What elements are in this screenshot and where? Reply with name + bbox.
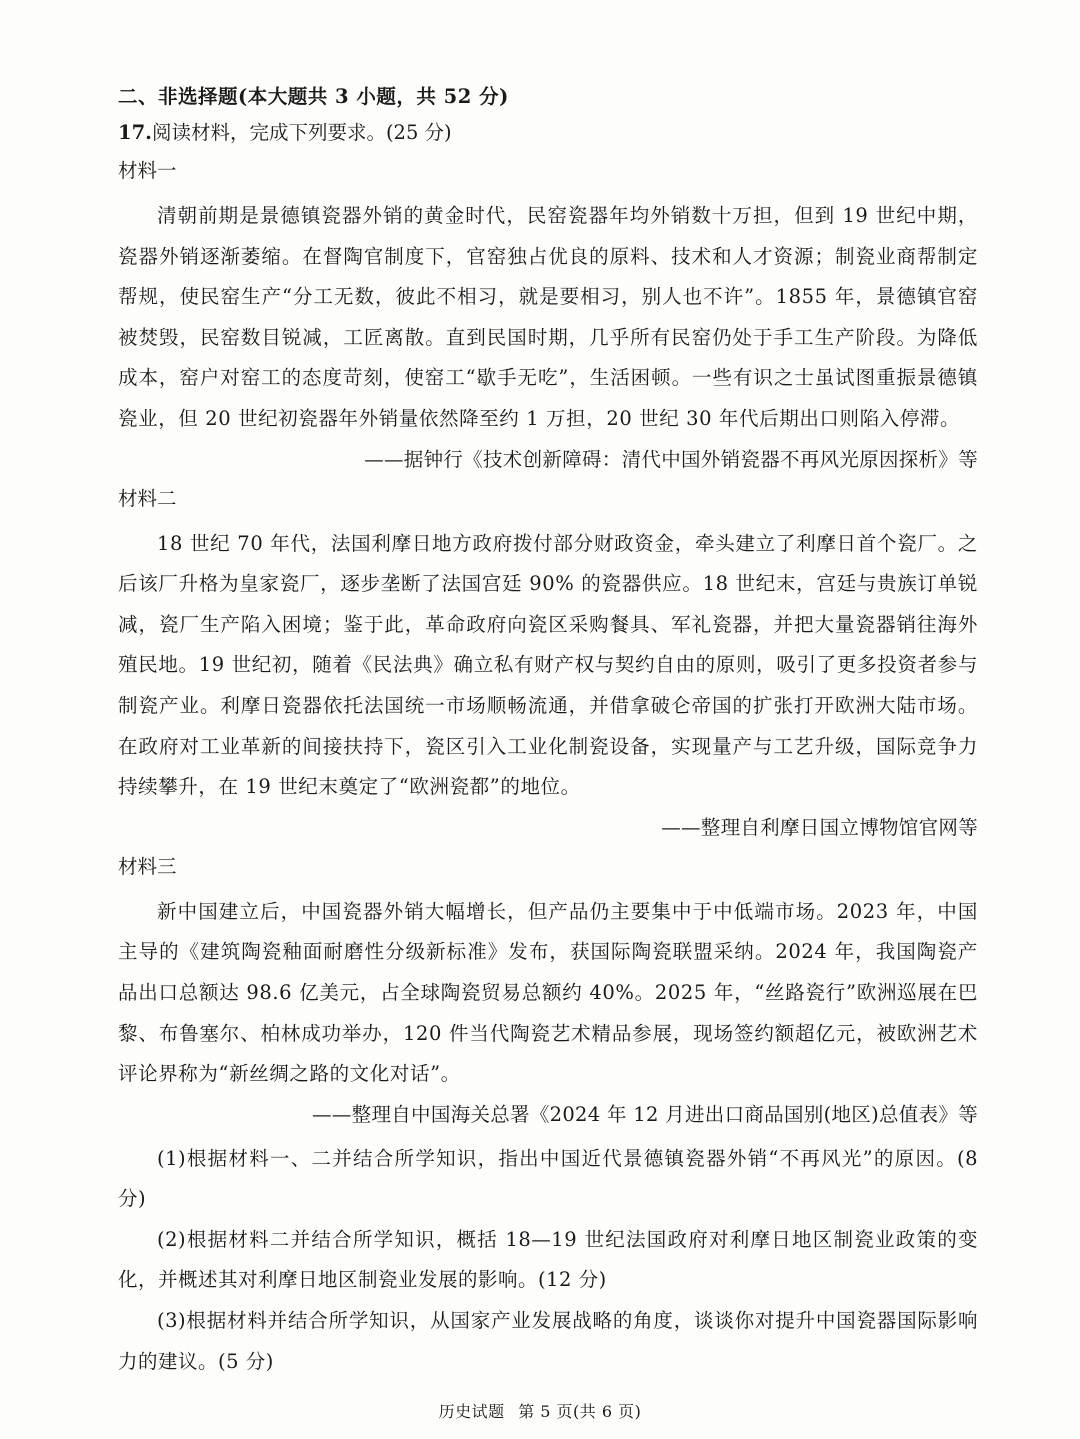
footer-page-number: 第 5 页(共 6 页) xyxy=(518,1402,642,1421)
sub-question-1: (1)根据材料一、二并结合所学知识，指出中国近代景德镇瓷器外销“不再风光”的原因。(8 分) xyxy=(118,1146,978,1211)
material-1-text: 清朝前期是景德镇瓷器外销的黄金时代，民窑瓷器年均外销数十万担，但到 19 世纪中期，瓷器外销逐渐萎缩。在督陶官制度下，官窑独占优良的原料、技术和人才资源；制瓷业商帮制定帮规，使民窑生产“分工无数，彼此不相习，就是要相习，别人也不许”。1855 年，景德镇官窑被焚毁，民窑数目锐减，工匠离散。直到民国时期，几乎所有民窑仍处于手工生产阶段。为降低成本，窑户对窑工的态度苛刻，使窑工“歇手无吃”，生活困顿。一些有识之士虽试图重振景德镇瓷业，但 20 世纪初瓷器年外销量依然降至约 1 万担，20 世纪 30 年代后期出口则陷入停滞。 xyxy=(118,204,978,430)
footer-subject: 历史试题 xyxy=(438,1402,505,1421)
page-content xyxy=(118,82,978,1382)
sub-question-3: (3)根据材料并结合所学知识，从国家产业发展战略的角度，谈谈你对提升中国瓷器国际影响力的建议。(5 分) xyxy=(118,1309,978,1373)
page-footer xyxy=(0,1400,1080,1424)
material-1-source: ——据钟行《技术创新障碍：清代中国外销瓷器不再风光原因探析》等 xyxy=(364,447,978,471)
material-3-label: 材料三 xyxy=(118,854,177,878)
sub-question-2: (2)根据材料二并结合所学知识，概括 18—19 世纪法国政府对利摩日地区制瓷业政策的变化，并概述其对利摩日地区制瓷业发展的影响。(12 分) xyxy=(118,1227,978,1292)
question-instruction: 阅读材料，完成下列要求。(25 分) xyxy=(151,121,452,144)
material-2-label: 材料二 xyxy=(118,486,177,510)
material-3-source: ——整理自中国海关总署《2024 年 12 月进出口商品国别(地区)总值表》等 xyxy=(312,1102,978,1126)
section-heading: 二、非选择题(本大题共 3 小题，共 52 分) xyxy=(118,85,509,108)
material-1-label: 材料一 xyxy=(118,159,177,182)
question-number: 17. xyxy=(118,121,152,144)
question-heading xyxy=(118,118,978,156)
material-2-source: ——整理自利摩日国立博物馆官网等 xyxy=(661,815,978,839)
material-3-text: 新中国建立后，中国瓷器外销大幅增长，但产品仍主要集中于中低端市场。2023 年，中国主导的《建筑陶瓷釉面耐磨性分级新标准》发布，获国际陶瓷联盟采纳。2024 年，我国陶瓷产品出口总额达 98.6 亿美元，占全球陶瓷贸易总额约 40%。2025 年，“丝路瓷行”欧洲巡展在巴黎、布鲁塞尔、柏林成功举办，120 件当代陶瓷艺术精品参展，现场签约额超亿元，被欧洲艺术评论界称为“新丝绸之路的文化对话”。 xyxy=(118,899,978,1086)
material-2-text: 18 世纪 70 年代，法国利摩日地方政府拨付部分财政资金，牵头建立了利摩日首个瓷厂。之后该厂升格为皇家瓷厂，逐步垄断了法国宫廷 90% 的瓷器供应。18 世纪末，宫廷与贵族订单锐减，瓷厂生产陷入困境；鉴于此，革命政府向瓷区采购餐具、军礼瓷器，并把大量瓷器销往海外殖民地。19 世纪初，随着《民法典》确立私有财产权与契约自由的原则，吸引了更多投资者参与制瓷产业。利摩日瓷器依托法国统一市场顺畅流通，并借拿破仑帝国的扩张打开欧洲大陆市场。在政府对工业革新的间接扶持下，瓷区引入工业化制瓷设备，实现量产与工艺升级，国际竞争力持续攀升，在 19 世纪末奠定了“欧洲瓷都”的地位。 xyxy=(118,531,978,799)
